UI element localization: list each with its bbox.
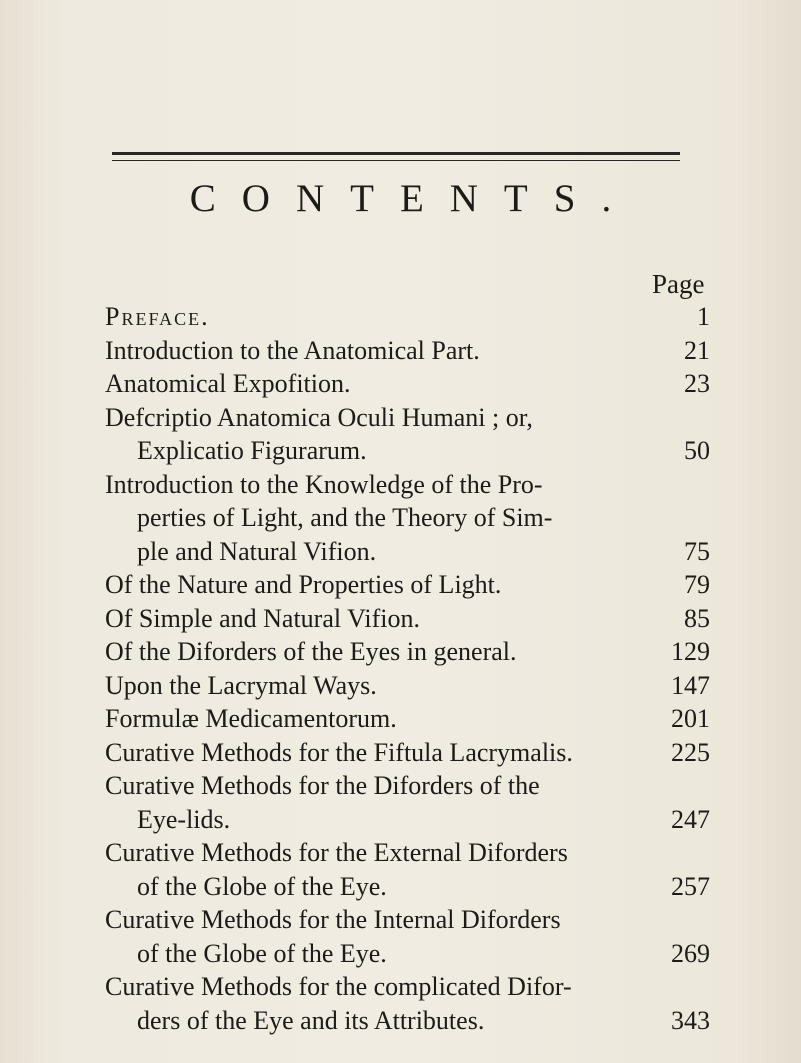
entry-external-disorders: Curative Methods for the External Diforders xyxy=(105,838,568,867)
page-number: 343 xyxy=(671,1005,710,1035)
top-rule xyxy=(112,152,680,161)
entry-formulae: Formulæ Medicamentorum. xyxy=(105,704,397,733)
entry-introduction-anatomical: Introduction to the Anatomical Part. xyxy=(105,335,480,365)
page-number: 1 xyxy=(697,302,710,331)
entry-preface: Preface. xyxy=(105,302,210,331)
entry-simple-vision: Of Simple and Natural Vifion. xyxy=(105,603,420,633)
page-number: 269 xyxy=(671,938,710,968)
entry-disorders-general: Of the Diforders of the Eyes in general. xyxy=(105,637,517,666)
entry-introduction-light-cont2: ple and Natural Vifion. xyxy=(137,536,377,566)
entry-explicatio-figurarum: Explicatio Figurarum. xyxy=(137,436,367,465)
entry-nature-light: Of the Nature and Properties of Light. xyxy=(105,570,502,599)
entry-internal-disorders: Curative Methods for the Internal Diforders xyxy=(105,905,561,934)
entry-eyelids: Curative Methods for the Diforders of the xyxy=(105,771,540,800)
entry-complicated-disorders-cont: ders of the Eye and its Attributes. xyxy=(137,1005,485,1035)
page-number: 129 xyxy=(671,637,710,666)
contents-title: CONTENTS. xyxy=(189,177,638,220)
entry-external-disorders-cont: of the Globe of the Eye. xyxy=(137,871,387,901)
page-number: 23 xyxy=(684,369,710,398)
page-number: 201 xyxy=(671,704,710,733)
page-number: 75 xyxy=(684,536,710,566)
entry-descriptio-anatomica: Defcriptio Anatomica Oculi Humani ; or, xyxy=(105,402,533,432)
contents-list xyxy=(105,300,625,1037)
entry-complicated-disorders: Curative Methods for the complicated Difor- xyxy=(105,972,572,1001)
entry-introduction-light-cont1: perties of Light, and the Theory of Sim- xyxy=(137,503,553,532)
entry-introduction-light: Introduction to the Knowledge of the Pro- xyxy=(105,469,543,499)
entry-internal-disorders-cont: of the Globe of the Eye. xyxy=(137,938,387,968)
page-number: 147 xyxy=(671,670,710,700)
page-number: 50 xyxy=(684,436,710,465)
page-column-label: Page xyxy=(652,269,705,299)
page-number: 85 xyxy=(684,603,710,633)
entry-eyelids-cont: Eye-lids. xyxy=(137,804,231,834)
page-number: 21 xyxy=(684,335,710,365)
page-number: 225 xyxy=(671,737,710,767)
page-number: 247 xyxy=(671,804,710,834)
page-number: 257 xyxy=(671,871,710,901)
entry-anatomical-exposition: Anatomical Expofition. xyxy=(105,369,351,398)
entry-lacrymal-ways: Upon the Lacrymal Ways. xyxy=(105,670,377,700)
entry-fistula: Curative Methods for the Fiftula Lacrymalis. xyxy=(105,737,573,767)
page-number: 79 xyxy=(684,570,710,599)
